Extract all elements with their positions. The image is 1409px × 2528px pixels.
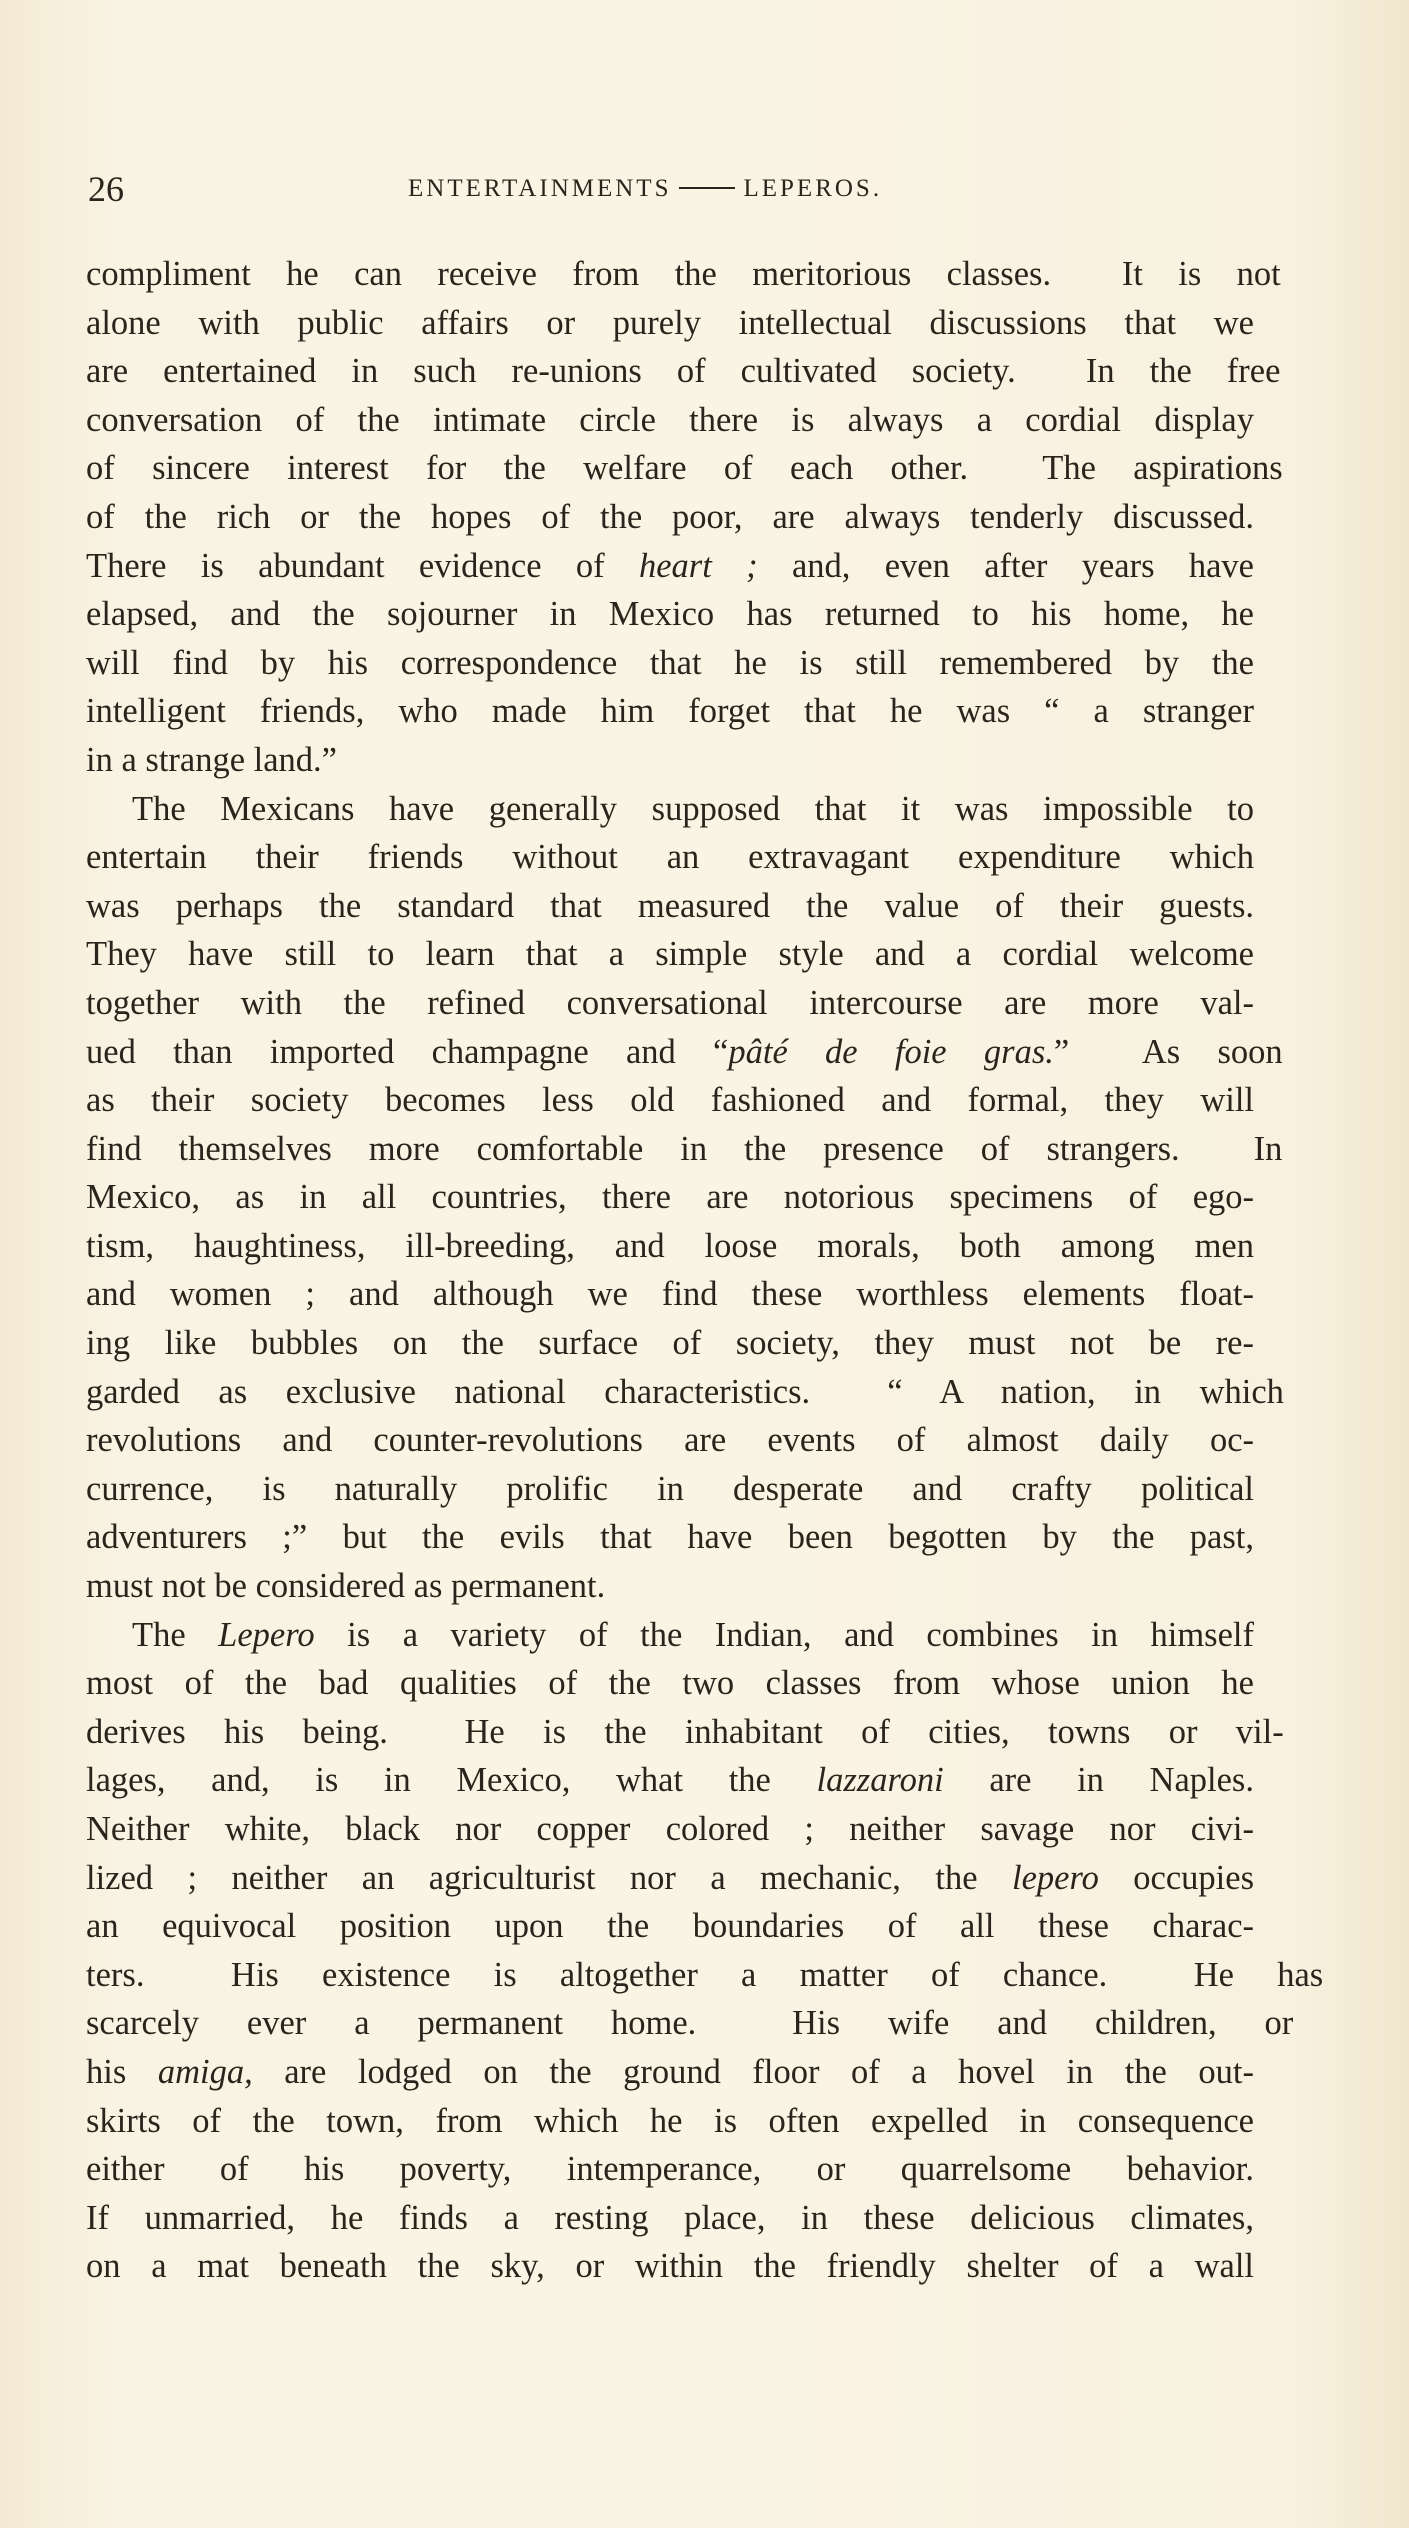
text-line: [86, 347, 1281, 396]
text-run: elapsed, and the sojourner in Mexico has returned to his home, he: [86, 595, 1254, 634]
text-run: revolutions and counter-revolutions are events of almost daily oc-: [86, 1421, 1254, 1460]
text-run: derives his being. He is the inhabitant of cities, towns or vil-: [86, 1712, 1284, 1751]
text-run: adventurers ;” but the evils that have been begotten by the past,: [86, 1518, 1254, 1557]
text-line: [86, 1076, 1254, 1125]
text-line: [86, 736, 1254, 785]
text-line: [86, 1999, 1294, 2048]
text-run: The Mexicans have generally supposed that it was impossible to: [132, 789, 1254, 828]
text-line: [86, 1562, 1254, 1611]
text-line: [86, 833, 1254, 882]
text-line: [86, 1319, 1254, 1368]
text-line: [86, 396, 1254, 445]
text-line: [86, 882, 1254, 931]
text-line: [86, 1902, 1254, 1951]
text-line: [86, 1368, 1284, 1417]
text-line: [86, 250, 1281, 299]
text-run: and, even after years have: [757, 546, 1254, 585]
page-number: 26: [88, 169, 124, 209]
text-line: [86, 2097, 1254, 2146]
text-line: [86, 1513, 1254, 1562]
text-run: ” As soon: [1053, 1032, 1283, 1071]
text-line: [86, 1465, 1254, 1514]
text-run: are in Naples.: [943, 1761, 1254, 1800]
text-line: [86, 1756, 1254, 1805]
text-line: [86, 785, 1254, 834]
text-line: [86, 1611, 1254, 1660]
italic-text: lazzaroni: [816, 1761, 944, 1800]
text-run: They have still to learn that a simple style and a cordial welcome: [86, 935, 1254, 974]
running-head: [88, 164, 1268, 214]
text-run: find themselves more comfortable in the presence of strangers. In: [86, 1129, 1283, 1168]
text-line: [86, 1125, 1283, 1174]
text-line: [86, 1854, 1254, 1903]
text-run: garded as exclusive national characteristics. “ A nation, in which: [86, 1372, 1284, 1411]
italic-text: Lepero: [218, 1615, 315, 1654]
text-line: [86, 299, 1254, 348]
text-run: compliment he can receive from the meritorious classes. It is not: [86, 255, 1281, 293]
italic-text: pâté de foie gras.: [728, 1032, 1054, 1071]
text-run: entertain their friends without an extravagant expenditure which: [86, 838, 1254, 877]
text-run: intelligent friends, who made him forget that he was “ a stranger: [86, 692, 1254, 731]
text-run: currence, is naturally prolific in desperate and crafty political: [86, 1469, 1254, 1508]
text-run: will find by his correspondence that he is still remembered by the: [86, 643, 1254, 682]
text-line: [86, 1951, 1324, 2000]
text-run: conversation of the intimate circle there is always a cordial display: [86, 400, 1254, 439]
text-line: [86, 979, 1254, 1028]
text-run: There is abundant evidence of: [86, 546, 639, 585]
italic-text: amiga,: [157, 2052, 253, 2091]
text-run: is a variety of the Indian, and combines in himself: [314, 1615, 1254, 1654]
text-run: Mexico, as in all countries, there are notorious specimens of ego-: [86, 1178, 1254, 1217]
text-line: [86, 590, 1254, 639]
running-title: [408, 164, 882, 214]
text-line: [86, 2194, 1254, 2243]
text-line: [86, 639, 1254, 688]
text-line: [86, 542, 1254, 591]
text-line: [86, 493, 1254, 542]
text-run: either of his poverty, intemperance, or quarrelsome behavior.: [86, 2150, 1254, 2189]
text-run: lized ; neither an agriculturist nor a mechanic, the: [86, 1858, 1012, 1897]
em-dash-rule: [679, 187, 735, 189]
text-run: his: [86, 2052, 158, 2091]
text-run: together with the refined conversational intercourse are more val-: [86, 983, 1254, 1022]
text-run: tism, haughtiness, ill-breeding, and loose morals, both among men: [86, 1226, 1254, 1265]
text-run: If unmarried, he finds a resting place, in these delicious climates,: [86, 2198, 1254, 2237]
text-run: of sincere interest for the welfare of each other. The aspirations: [86, 449, 1283, 488]
text-run: of the rich or the hopes of the poor, are always tenderly discussed.: [86, 497, 1254, 536]
text-run: was perhaps the standard that measured the value of their guests.: [86, 886, 1254, 925]
text-line: [86, 2242, 1254, 2291]
running-title-right: LEPEROS.: [743, 175, 883, 202]
text-line: [86, 1028, 1283, 1077]
text-run: and women ; and although we find these worthless elements float-: [86, 1275, 1254, 1314]
text-run: occupies: [1098, 1858, 1254, 1897]
text-run: ters. His existence is altogether a matter of chance. He has: [86, 1955, 1324, 1994]
text-line: [86, 444, 1283, 493]
text-run: are entertained in such re-unions of cultivated society. In the free: [86, 352, 1281, 391]
text-line: [86, 1270, 1254, 1319]
text-run: an equivocal position upon the boundaries of all these charac-: [86, 1907, 1254, 1946]
text-line: [86, 1173, 1254, 1222]
text-line: [86, 2048, 1254, 2097]
text-line: [86, 1708, 1284, 1757]
text-run: lages, and, is in Mexico, what the: [86, 1761, 817, 1800]
text-run: alone with public affairs or purely intellectual discussions that we: [86, 303, 1254, 342]
text-run: scarcely ever a permanent home. His wife and children, or: [86, 2004, 1294, 2043]
text-line: [86, 930, 1254, 979]
italic-text: lepero: [1011, 1858, 1099, 1897]
text-run: must not be considered as permanent.: [86, 1567, 606, 1606]
text-run: on a mat beneath the sky, or within the friendly shelter of a wall: [86, 2247, 1254, 2286]
text-line: [86, 1416, 1254, 1465]
text-run: are lodged on the ground floor of a hovel in the out-: [252, 2052, 1254, 2091]
text-run: most of the bad qualities of the two classes from whose union he: [86, 1664, 1254, 1703]
text-run: in a strange land.”: [86, 740, 337, 779]
text-line: [86, 1805, 1254, 1854]
body-text: [86, 250, 1324, 2291]
text-line: [86, 1222, 1254, 1271]
text-run: Neither white, black nor copper colored ; neither savage nor civi-: [86, 1810, 1254, 1848]
text-line: [86, 2145, 1254, 2194]
text-run: ued than imported champagne and “: [86, 1032, 729, 1071]
text-run: The: [132, 1615, 219, 1654]
running-title-left: ENTERTAINMENTS: [408, 175, 672, 202]
italic-text: heart ;: [638, 546, 758, 585]
text-line: [86, 1659, 1254, 1708]
text-run: skirts of the town, from which he is often expelled in consequence: [86, 2101, 1254, 2140]
text-line: [86, 687, 1254, 736]
text-run: as their society becomes less old fashioned and formal, they will: [86, 1081, 1254, 1120]
text-run: ing like bubbles on the surface of society, they must not be re-: [86, 1324, 1254, 1363]
